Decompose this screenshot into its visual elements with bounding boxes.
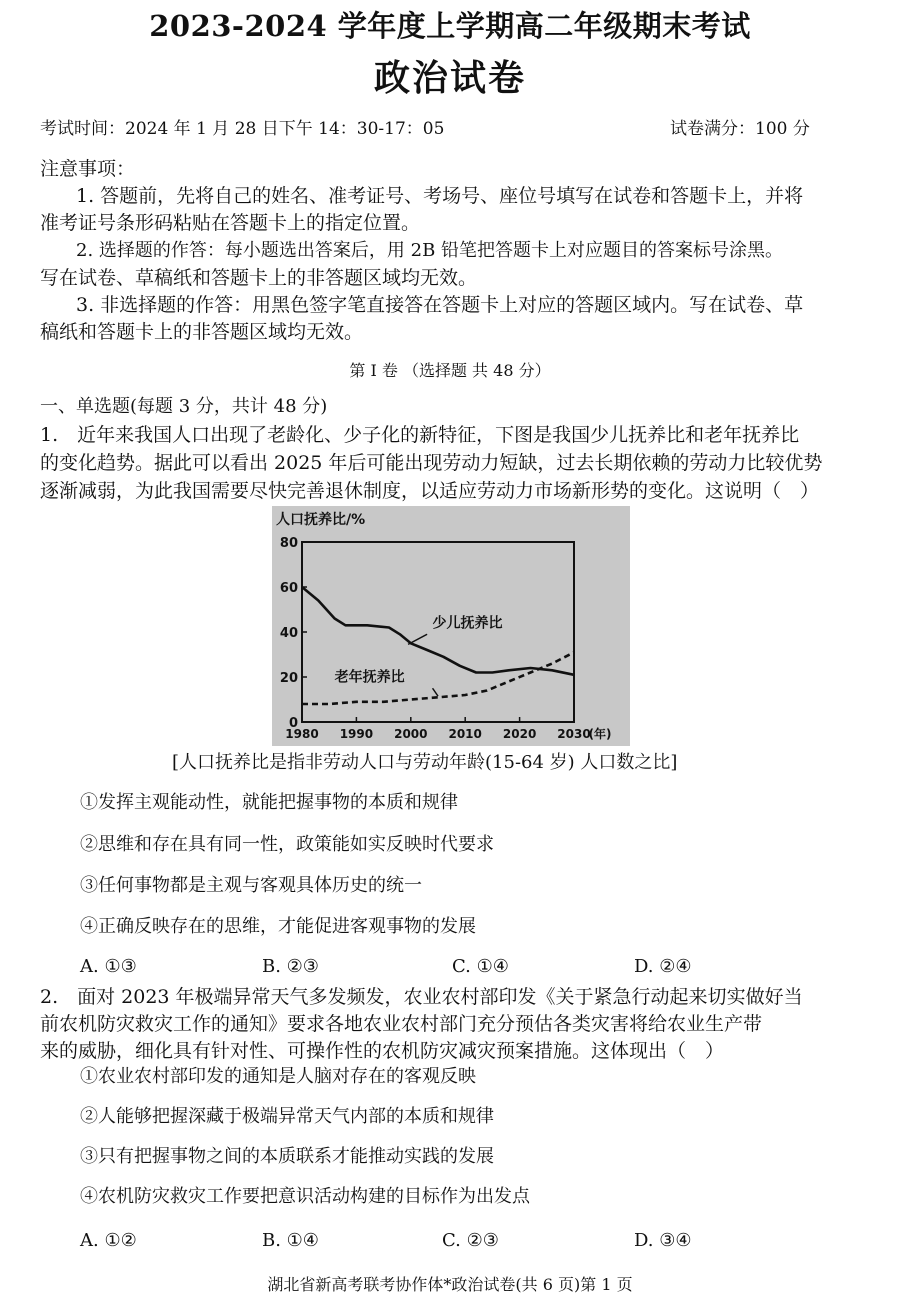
x-tick-label: 2020 (502, 727, 537, 741)
page-footer: 湖北省新高考联考协作体*政治试卷(共 6 页)第 1 页 (267, 1275, 633, 1294)
q1-statement-1: ①发挥主观能动性，就能把握事物的本质和规律 (80, 792, 458, 813)
notice-line: 准考证号条形码粘贴在答题卡上的指定位置。 (40, 212, 421, 234)
series-label-elderly: 老年抚养比 (334, 669, 405, 686)
y-tick-label: 0 (288, 716, 298, 731)
child-label-arrow (408, 634, 427, 644)
part-title: 第 I 卷 （选择题 共 48 分） (349, 361, 551, 380)
notice-heading: 注意事项： (40, 158, 136, 180)
full-score: 试卷满分：100 分 (670, 119, 810, 139)
x-tick-label: 1980 (285, 727, 319, 741)
q1-option-c[interactable]: C. ①④ (452, 956, 509, 977)
q1-option-a[interactable]: A. ①③ (80, 956, 137, 977)
q2-option-a[interactable]: A. ①② (80, 1230, 137, 1251)
chart-svg (272, 506, 630, 746)
q1-options (0, 956, 900, 980)
x-axis-label: (年) (588, 727, 612, 741)
exam-subtitle: 政治试卷 (373, 57, 526, 99)
exam-time: 考试时间：2024 年 1 月 28 日下午 14：30-17：05 (40, 119, 445, 139)
q1-stem-line: 逐渐减弱，为此我国需要尽快完善退休制度，以适应劳动力市场新形势的变化。这说明（ ） (40, 480, 820, 502)
elderly-label-arrow (433, 688, 438, 696)
x-tick-label: 2030 (557, 727, 591, 741)
series-label-child: 少儿抚养比 (432, 615, 503, 632)
x-tick-label: 1990 (339, 727, 374, 741)
q2-option-b[interactable]: B. ①④ (262, 1230, 319, 1251)
q2-stem-line: 来的威胁，细化具有针对性、可操作性的农机防灾减灾预案措施。这体现出（ ） (40, 1040, 725, 1062)
chart-caption: [人口抚养比是指非劳动人口与劳动年龄(15-64 岁) 人口数之比] (172, 752, 678, 773)
q1-stem-line: 1. 近年来我国人口出现了老龄化、少子化的新特征，下图是我国少儿抚养比和老年抚养比 (40, 424, 800, 446)
exam-title: 2023-2024 学年度上学期高二年级期末考试 (149, 9, 751, 43)
y-tick-label: 80 (279, 536, 298, 551)
q2-option-c[interactable]: C. ②③ (442, 1230, 499, 1251)
notice-line: 1. 答题前，先将自己的姓名、准考证号、考场号、座位号填写在试卷和答题卡上，并将 (76, 185, 804, 207)
q2-statement-2: ②人能够把握深藏于极端异常天气内部的本质和规律 (80, 1106, 494, 1127)
q1-stem-line: 的变化趋势。据此可以看出 2025 年后可能出现劳动力短缺，过去长期依赖的劳动力比较优势 (40, 452, 823, 474)
q1-statement-4: ④正确反映存在的思维，才能促进客观事物的发展 (80, 916, 476, 937)
q2-options (0, 1230, 900, 1254)
notice-line: 3. 非选择题的作答：用黑色签字笔直接答在答题卡上对应的答题区域内。写在试卷、草 (76, 294, 804, 316)
q1-option-d[interactable]: D. ②④ (634, 956, 692, 977)
x-tick-label: 2000 (394, 727, 428, 741)
q2-statement-3: ③只有把握事物之间的本质联系才能推动实践的发展 (80, 1146, 494, 1167)
section-heading: 一、单选题(每题 3 分，共计 48 分) (40, 396, 328, 417)
q2-statement-4: ④农机防灾救灾工作要把意识活动构建的目标作为出发点 (80, 1186, 530, 1207)
notice-line: 2. 选择题的作答：每小题选出答案后，用 2B 铅笔把答题卡上对应题目的答案标号涂黑。 (76, 240, 784, 261)
y-tick-label: 60 (279, 581, 298, 596)
q1-statement-3: ③任何事物都是主观与客观具体历史的统一 (80, 875, 422, 896)
q2-option-d[interactable]: D. ③④ (634, 1230, 692, 1251)
y-tick-label: 20 (279, 671, 298, 686)
x-tick-label: 2010 (448, 727, 482, 741)
q1-statement-2: ②思维和存在具有同一性，政策能如实反映时代要求 (80, 834, 494, 855)
notice-line: 稿纸和答题卡上的非答题区域均无效。 (40, 321, 364, 343)
q2-stem-line: 前农机防灾救灾工作的通知》要求各地农业农村部门充分预估各类灾害将给农业生产带 (40, 1013, 763, 1035)
y-axis-label: 人口抚养比/% (276, 512, 366, 528)
q2-statement-1: ①农业农村部印发的通知是人脑对存在的客观反映 (80, 1066, 476, 1087)
y-tick-label: 40 (279, 626, 298, 641)
q1-option-b[interactable]: B. ②③ (262, 956, 319, 977)
notice-line: 写在试卷、草稿纸和答题卡上的非答题区域均无效。 (40, 267, 478, 289)
dependency-ratio-chart (272, 506, 630, 746)
q2-stem-line: 2. 面对 2023 年极端异常天气多发频发，农业农村部印发《关于紧急行动起来切实做好当 (40, 986, 803, 1008)
